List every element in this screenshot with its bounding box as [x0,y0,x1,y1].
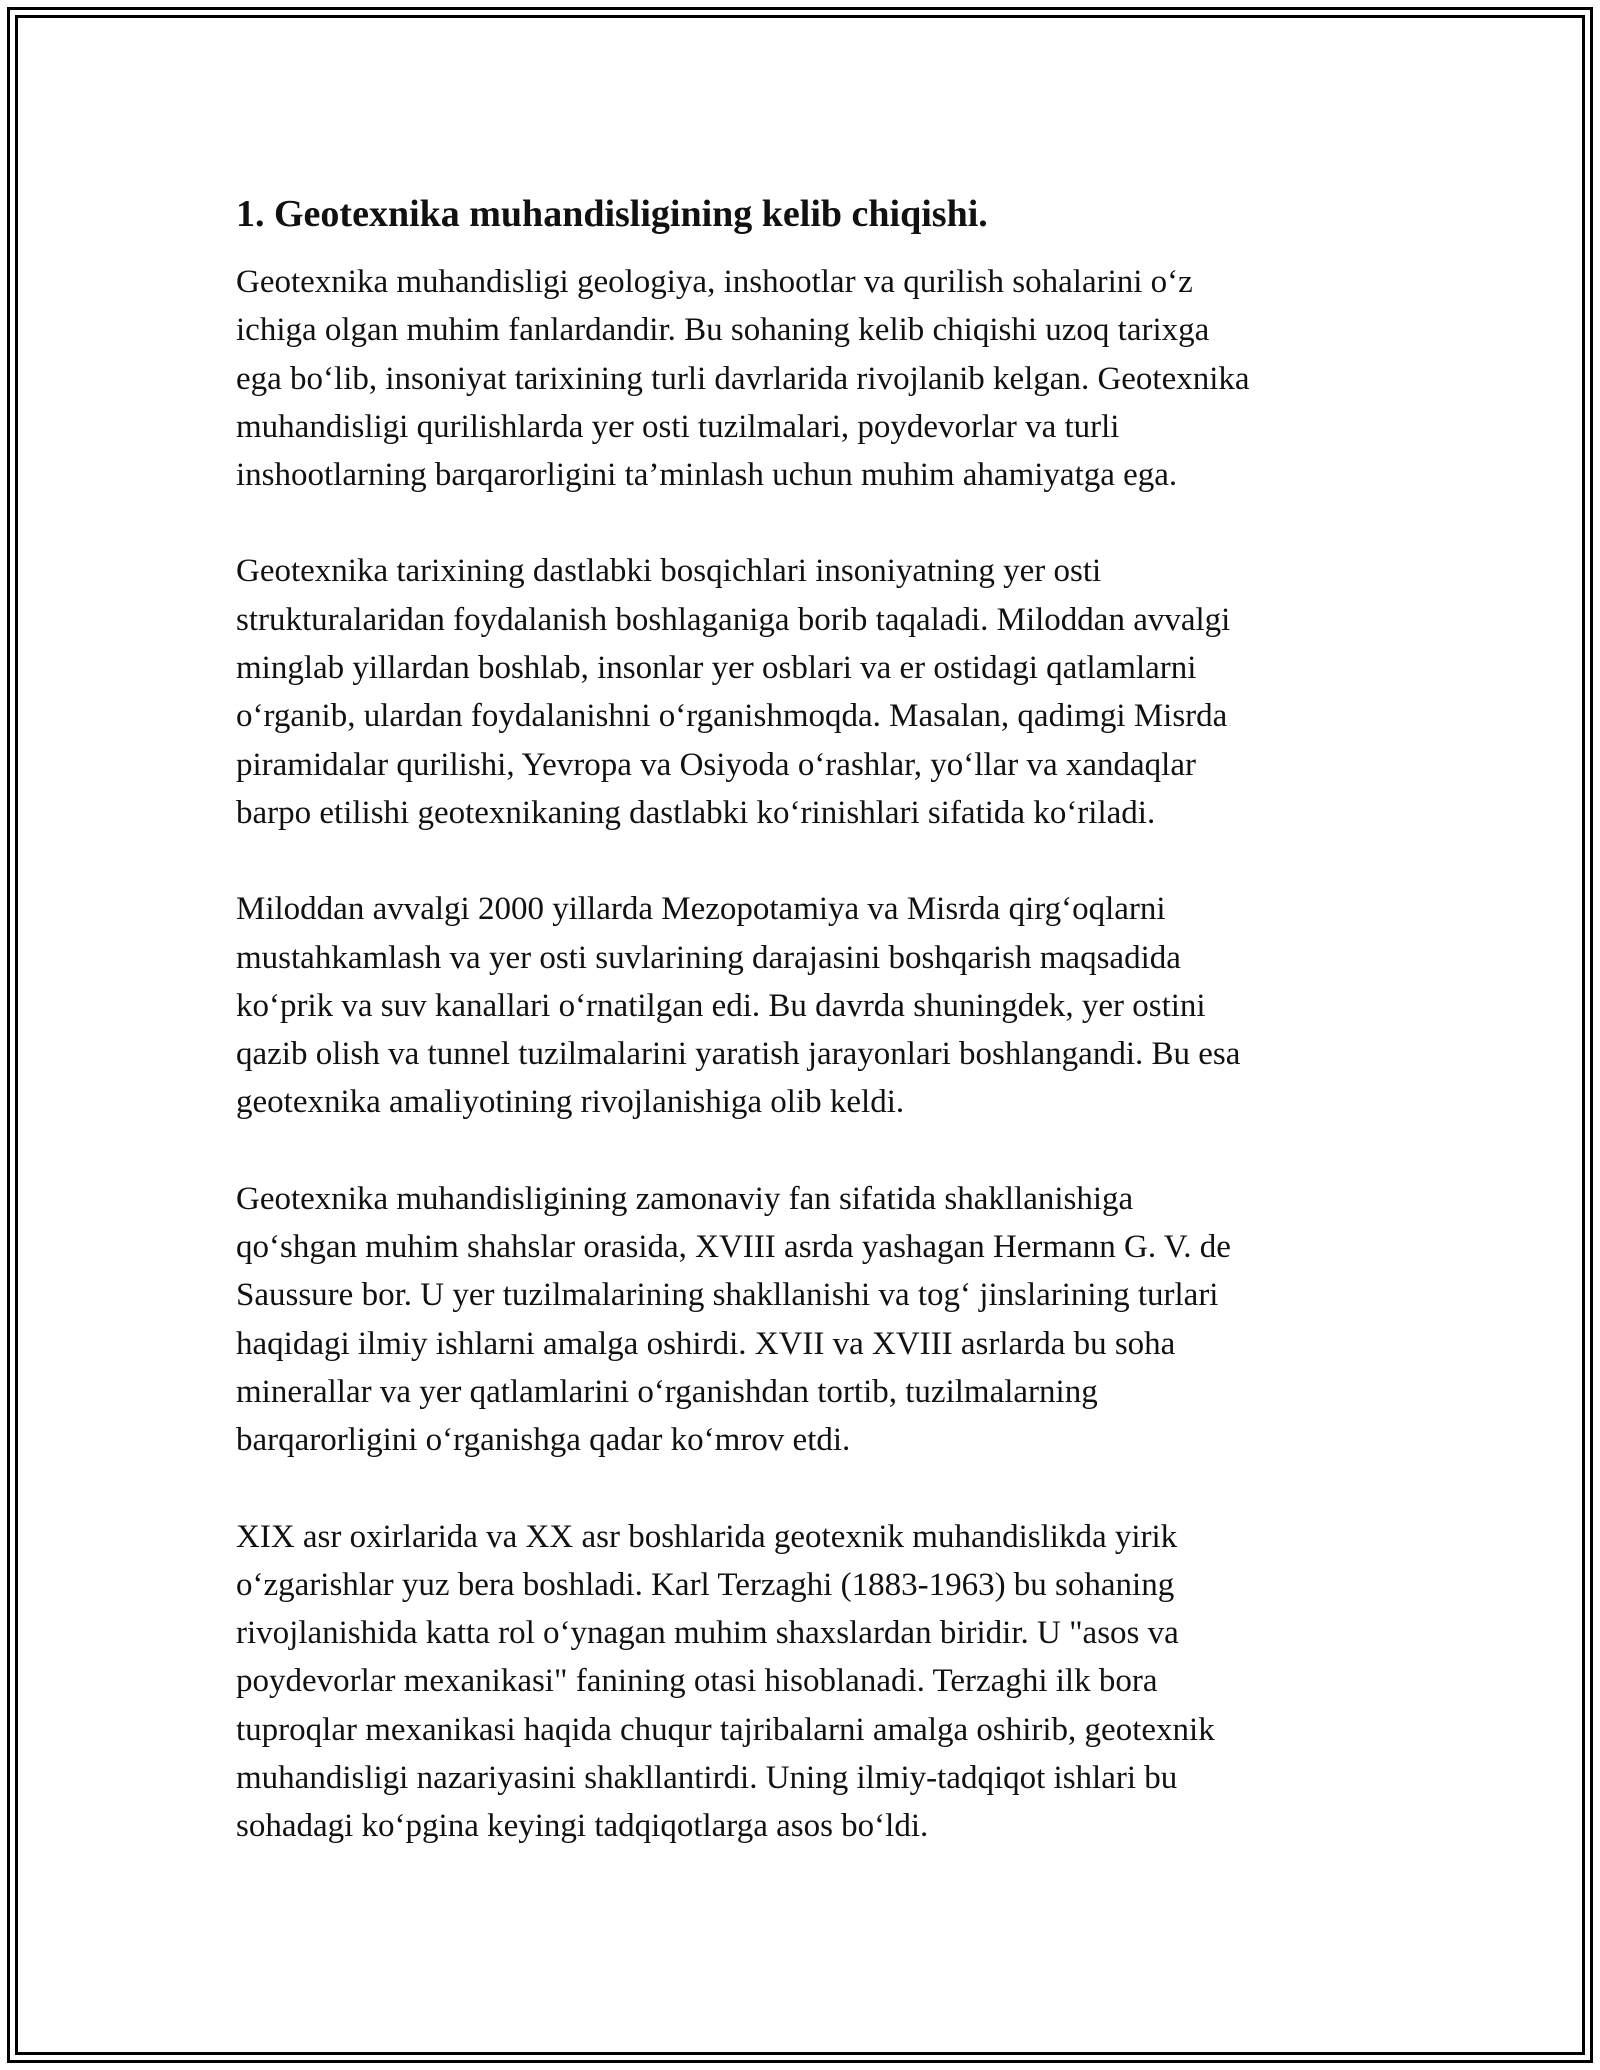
text-line: muhandisligi qurilishlarda yer osti tuzilmalari, poydevorlar va turli [236,408,1120,445]
text-line: rivojlanishida katta rol o‘ynagan muhim shaxslardan biridir. U "asos va [236,1615,1179,1652]
text-line: haqidagi ilmiy ishlarni amalga oshirdi. XVII va XVIII asrlarda bu soha [236,1325,1176,1362]
text-line: ichiga olgan muhim fanlardandir. Bu sohaning kelib chiqishi uzoq tarixga [236,312,1210,349]
text-line: geotexnika amaliyotining rivojlanishiga olib keldi. [236,1084,905,1121]
text-line: strukturalaridan foydalanish boshlaganiga borib taqaladi. Miloddan avvalgi [236,601,1231,638]
section-heading: 1. Geotexnika muhandisligining kelib chiqishi. [236,193,988,235]
text-line: muhandisligi nazariyasini shakllantirdi. Uning ilmiy-tadqiqot ishlari bu [236,1760,1178,1797]
text-line: inshootlarning barqarorligini ta’minlash uchun muhim ahamiyatga ega. [236,457,1178,494]
text-line: barqarorligini o‘rganishga qadar ko‘mrov etdi. [236,1422,851,1459]
text-line: piramidalar qurilishi, Yevropa va Osiyoda o‘rashlar, yo‘llar va xandaqlar [236,746,1196,783]
paragraph [236,1175,1366,1465]
text-line: Geotexnika tarixining dastlabki bosqichlari insoniyatning yer osti [236,553,1102,590]
text-line: barpo etilishi geotexnikaning dastlabki ko‘rinishlari sifatida ko‘riladi. [236,794,1156,831]
text-line: poydevorlar mexanikasi" fanining otasi hisoblanadi. Terzaghi ilk bora [236,1663,1158,1700]
text-line: Geotexnika muhandisligi geologiya, inshootlar va qurilish sohalarini o‘z [236,264,1193,300]
text-line: Geotexnika muhandisligining zamonaviy fan sifatida shakllanishiga [236,1180,1134,1217]
document-body [236,188,1366,1899]
text-line: minerallar va yer qatlamlarini o‘rganishdan tortib, tuzilmalarning [236,1373,1098,1410]
text-line: tuproqlar mexanikasi haqida chuqur tajribalarni amalga oshirib, geotexnik [236,1711,1215,1748]
text-line: ko‘prik va suv kanallari o‘rnatilgan edi. Bu davrda shuningdek, yer ostini [236,987,1206,1024]
text-line: mustahkamlash va yer osti suvlarining darajasini boshqarish maqsadida [236,939,1181,976]
text-line: qo‘shgan muhim shahslar orasida, XVIII asrda yashagan Hermann G. V. de [236,1229,1231,1266]
paragraph [236,258,1366,499]
text-line: XIX asr oxirlarida va XX asr boshlarida geotexnik muhandislikda yirik [236,1518,1178,1555]
text-line: o‘zgarishlar yuz bera boshladi. Karl Terzaghi (1883-1963) bu sohaning [236,1566,1175,1603]
text-line: Miloddan avvalgi 2000 yillarda Mezopotamiya va Misrda qirg‘oqlarni [236,891,1166,928]
text-line: qazib olish va tunnel tuzilmalarini yaratish jarayonlari boshlangandi. Bu esa [236,1036,1241,1073]
text-line: minglab yillardan boshlab, insonlar yer osblari va er ostidagi qatlamlarni [236,650,1197,687]
text-line: sohadagi ko‘pgina keyingi tadqiqotlarga asos bo‘ldi. [236,1808,929,1845]
text-line: ega bo‘lib, insoniyat tarixining turli davrlarida rivojlanib kelgan. Geotexnika [236,360,1250,397]
text-line: Saussure bor. U yer tuzilmalarining shakllanishi va tog‘ jinslarining turlari [236,1277,1219,1314]
paragraph [236,885,1366,1126]
text-line: o‘rganib, ulardan foydalanishni o‘rganishmoqda. Masalan, qadimgi Misrda [236,698,1228,735]
paragraph [236,547,1366,837]
paragraph [236,1513,1366,1851]
